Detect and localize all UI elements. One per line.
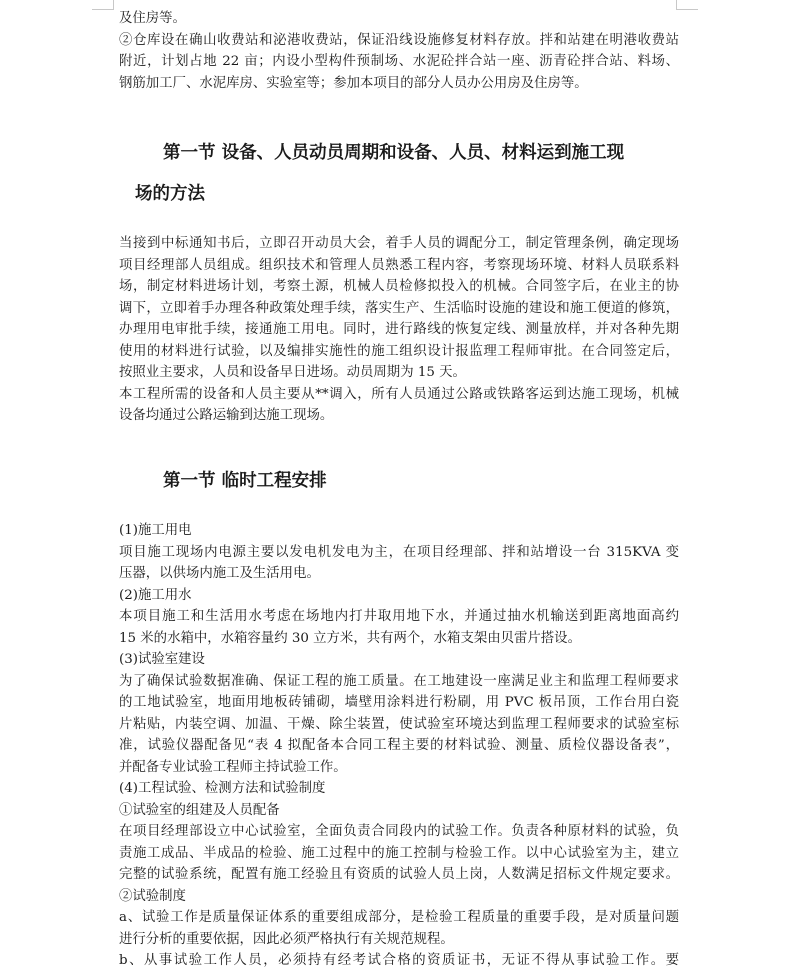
text-line: b、从事试验工作人员，必须持有经考试合格的资质证书，无证不得从事试验工作。要 — [119, 953, 679, 968]
text-line: 完整的试验系统，配置有施工经验且有资质的试验人员上岗，人数满足招标文件规定要求。 — [119, 867, 679, 882]
crop-mark-top-right — [676, 9, 698, 10]
section-heading-mobilization-cont: 场的方法 — [135, 184, 205, 204]
text-line: (2)施工用水 — [119, 587, 192, 603]
text-line: ①试验室的组建及人员配备 — [119, 802, 280, 818]
text-line: 项目经理部人员组成。组织技术和管理人员熟悉工程内容，考察现场环境、材料人员联系料 — [119, 257, 679, 273]
text-line: 责施工成品、半成品的检验、施工过程中的施工控制与检验工作。以中心试验室为主，建立 — [119, 845, 679, 861]
text-line: 本项目施工和生活用水考虑在场地内打井取用地下水，并通过抽水机输送到距离地面高约 — [119, 609, 679, 624]
text-line: 准，试验仪器配备见“表 4 拟配备本合同工程主要的材料试验、测量、质检仪器设备表”， — [119, 738, 679, 753]
text-line: 钢筋加工厂、水泥库房、实验室等；参加本项目的部分人员办公用房及住房等。 — [119, 75, 588, 91]
text-line: (1)施工用电 — [119, 523, 192, 538]
text-line: (3)试验室建设 — [119, 652, 205, 667]
text-line: 项目施工现场内电源主要以发电机发电为主，在项目经理部、拌和站增设一台 315KVA 变 — [119, 544, 679, 560]
text-line: 并配备专业试验工程师主持试验工作。 — [119, 759, 347, 775]
text-line: 及住房等。 — [119, 11, 186, 26]
paragraph-mobilization — [119, 233, 679, 427]
text-line: 压器，以供场内施工及生活用电。 — [119, 566, 320, 581]
text-line: 的工地试验室，地面用地板砖铺砌，墙壁用涂料进行粉刷，用 PVC 板吊顶，工作台用白瓷 — [119, 695, 679, 710]
text-line: ②仓库设在确山收费站和泌港收费站，保证沿线设施修复材料存放。拌和站建在明港收费站 — [119, 32, 679, 48]
text-line: 当接到中标通知书后，立即召开动员大会，着手人员的调配分工，制定管理条例，确定现场 — [119, 236, 679, 251]
text-line: 场，制定材料进场计划，考察土源，机械人员检修拟投入的机械。合同签字后，在业主的协 — [119, 279, 679, 294]
paragraph-warehouse — [119, 8, 679, 94]
text-line: 片粘贴，内装空调、加温、干燥、除尘装置，使试验室环境达到监理工程师要求的试验室标 — [119, 716, 679, 732]
text-line: 办理用电审批手续，接通施工用电。同时，进行路线的恢复定线、测量放样，并对各种先期 — [119, 322, 679, 337]
crop-mark-top-left-vertical — [113, 0, 114, 10]
text-line: 进行分析的重要依据，因此必须严格执行有关规范规程。 — [119, 931, 454, 947]
text-line: ②试验制度 — [119, 888, 186, 904]
text-line: 设备均通过公路运输到达施工现场。 — [119, 408, 334, 423]
text-line: 附近，计划占地 22 亩；内设小型构件预制场、水泥砼拌合站一座、沥青砼拌合站、料场、 — [119, 54, 679, 69]
section-heading-mobilization: 第一节 设备、人员动员周期和设备、人员、材料运到施工现 — [163, 143, 625, 163]
paragraph-temporary-works — [119, 520, 679, 972]
text-line: 在项目经理部设立中心试验室，全面负责合同段内的试验工作。负责各种原材料的试验，负 — [119, 824, 679, 839]
text-line: 按照业主要求，人员和设备早日进场。动员周期为 15 天。 — [119, 365, 466, 380]
text-line: 15 米的水箱中，水箱容量约 30 立方米，共有两个，水箱支架由贝雷片搭设。 — [119, 630, 581, 646]
text-line: 本工程所需的设备和人员主要从**调入，所有人员通过公路或铁路客运到达施工现场，机械 — [119, 386, 679, 402]
section-heading-temporary-works: 第一节 临时工程安排 — [163, 471, 327, 491]
text-line: 调下，立即着手办理各种政策处理手续，落实生产、生活临时设施的建设和施工便道的修筑， — [119, 300, 679, 316]
text-line: a、试验工作是质量保证体系的重要组成部分，是检验工程质量的重要手段，是对质量问题 — [119, 910, 679, 925]
crop-mark-top-left — [92, 9, 114, 10]
text-line: (4)工程试验、检测方法和试验制度 — [119, 781, 326, 796]
text-line: 为了确保试验数据准确、保证工程的施工质量。在工地建设一座满足业主和监理工程师要求 — [119, 673, 679, 689]
text-line: 使用的材料进行试验，以及编排实施性的施工组织设计报监理工程师审批。在合同签定后， — [119, 343, 679, 359]
